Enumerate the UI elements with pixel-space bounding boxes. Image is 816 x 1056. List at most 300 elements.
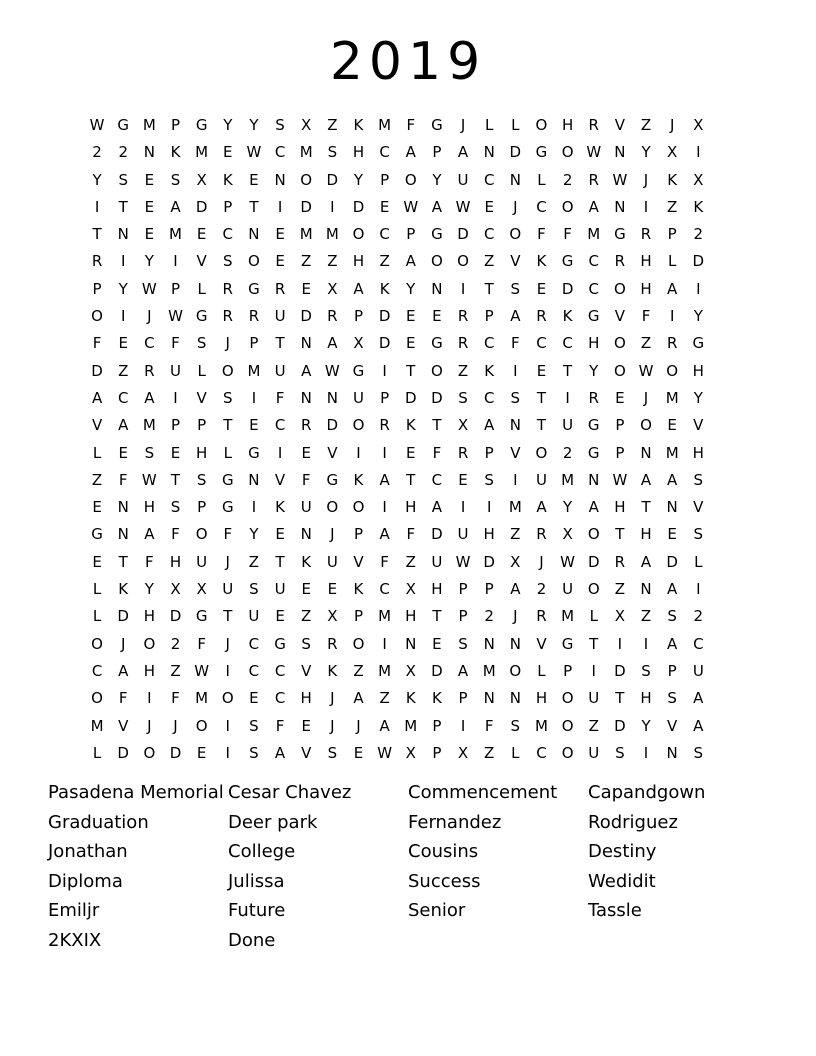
grid-letter[interactable]: K — [301, 552, 312, 571]
grid-letter[interactable]: I — [251, 498, 257, 517]
grid-letter[interactable]: E — [615, 388, 625, 407]
grid-letter[interactable]: I — [669, 307, 675, 326]
grid-letter[interactable]: P — [432, 143, 442, 162]
grid-letter[interactable]: E — [536, 279, 547, 298]
grid-letter[interactable]: F — [301, 470, 311, 489]
grid-letter[interactable]: M — [665, 388, 679, 407]
grid-letter[interactable]: U — [222, 580, 234, 599]
grid-letter[interactable]: R — [274, 279, 286, 298]
grid-letter[interactable]: M — [482, 661, 496, 680]
grid-letter[interactable]: G — [587, 443, 600, 462]
grid-letter[interactable]: C — [588, 279, 599, 298]
grid-letter[interactable]: E — [275, 225, 285, 244]
grid-letter[interactable]: A — [484, 416, 495, 435]
grid-letter[interactable]: U — [588, 743, 600, 762]
grid-letter[interactable]: O — [640, 416, 652, 435]
grid-letter[interactable]: A — [640, 552, 652, 571]
grid-letter[interactable]: U — [457, 525, 469, 544]
grid-letter[interactable]: Z — [667, 197, 678, 216]
grid-letter[interactable]: E — [301, 580, 311, 599]
grid-letter[interactable]: T — [223, 416, 233, 435]
grid-letter[interactable]: G — [221, 498, 234, 517]
grid-letter[interactable]: L — [485, 116, 494, 134]
grid-letter[interactable]: S — [615, 743, 625, 762]
grid-letter[interactable]: G — [431, 334, 443, 353]
grid-letter[interactable]: 2 — [562, 170, 573, 189]
grid-letter[interactable]: M — [534, 716, 548, 735]
grid-letter[interactable]: M — [561, 607, 575, 626]
grid-letter[interactable]: V — [510, 252, 521, 271]
grid-letter[interactable]: O — [613, 334, 626, 353]
grid-letter[interactable]: X — [327, 607, 338, 626]
grid-letter[interactable]: O — [352, 416, 365, 435]
grid-letter[interactable]: V — [118, 716, 129, 735]
grid-letter[interactable]: D — [692, 252, 705, 271]
grid-letter[interactable]: O — [613, 279, 626, 298]
grid-letter[interactable]: T — [223, 607, 233, 626]
grid-letter[interactable]: G — [561, 634, 574, 653]
grid-letter[interactable]: N — [666, 743, 678, 762]
grid-letter[interactable]: 2 — [693, 607, 704, 626]
grid-letter[interactable]: R — [536, 607, 547, 626]
grid-letter[interactable]: P — [667, 225, 677, 244]
grid-letter[interactable]: F — [380, 552, 389, 571]
grid-letter[interactable]: O — [352, 498, 365, 517]
grid-letter[interactable]: O — [91, 307, 103, 326]
grid-letter[interactable]: S — [641, 661, 651, 680]
grid-letter[interactable]: N — [117, 525, 129, 544]
grid-letter[interactable]: M — [142, 116, 156, 134]
grid-letter[interactable]: I — [173, 388, 178, 407]
grid-letter[interactable]: E — [484, 197, 494, 216]
grid-letter[interactable]: K — [484, 361, 495, 380]
grid-letter[interactable]: R — [536, 307, 547, 326]
grid-letter[interactable]: M — [299, 143, 313, 162]
grid-letter[interactable]: J — [330, 525, 335, 544]
grid-letter[interactable]: T — [118, 197, 128, 216]
grid-letter[interactable]: X — [405, 743, 416, 762]
grid-letter[interactable]: Z — [457, 361, 469, 380]
grid-letter[interactable]: J — [225, 334, 230, 353]
grid-letter[interactable]: H — [561, 116, 574, 134]
grid-letter[interactable]: F — [197, 634, 206, 653]
grid-letter[interactable]: O — [195, 716, 208, 735]
grid-letter[interactable]: A — [667, 580, 678, 599]
grid-letter[interactable]: W — [455, 197, 471, 216]
grid-letter[interactable]: I — [382, 634, 387, 653]
grid-letter[interactable]: W — [141, 279, 157, 298]
grid-letter[interactable]: T — [615, 689, 625, 708]
grid-letter[interactable]: E — [432, 634, 442, 653]
grid-letter[interactable]: D — [431, 525, 443, 544]
grid-letter[interactable]: M — [378, 116, 392, 134]
grid-letter[interactable]: A — [457, 661, 469, 680]
grid-letter[interactable]: P — [432, 743, 442, 762]
grid-letter[interactable]: C — [222, 225, 234, 244]
grid-letter[interactable]: T — [118, 552, 128, 571]
grid-letter[interactable]: I — [696, 143, 701, 162]
grid-letter[interactable]: X — [405, 661, 416, 680]
grid-letter[interactable]: F — [171, 334, 180, 353]
grid-letter[interactable]: E — [92, 552, 102, 571]
grid-letter[interactable]: V — [196, 388, 207, 407]
grid-letter[interactable]: C — [274, 416, 286, 435]
grid-letter[interactable]: Z — [248, 552, 260, 571]
grid-letter[interactable]: Z — [640, 607, 652, 626]
grid-letter[interactable]: R — [144, 361, 155, 380]
grid-letter[interactable]: A — [379, 470, 390, 489]
grid-letter[interactable]: H — [640, 525, 652, 544]
grid-letter[interactable]: Y — [693, 388, 703, 407]
grid-letter[interactable]: C — [274, 143, 286, 162]
grid-letter[interactable]: S — [170, 170, 181, 189]
grid-letter[interactable]: M — [247, 361, 261, 380]
grid-letter[interactable]: N — [588, 470, 600, 489]
grid-letter[interactable]: D — [404, 388, 417, 407]
grid-letter[interactable]: U — [274, 307, 286, 326]
grid-letter[interactable]: G — [248, 279, 260, 298]
grid-letter[interactable]: M — [587, 225, 601, 244]
grid-letter[interactable]: A — [118, 416, 129, 435]
grid-letter[interactable]: D — [117, 743, 129, 762]
grid-letter[interactable]: M — [142, 416, 156, 435]
grid-letter[interactable]: W — [638, 361, 654, 380]
grid-letter[interactable]: S — [458, 388, 468, 407]
grid-letter[interactable]: S — [170, 498, 181, 517]
grid-letter[interactable]: N — [431, 279, 443, 298]
grid-letter[interactable]: C — [144, 334, 155, 353]
grid-letter[interactable]: O — [404, 170, 417, 189]
grid-letter[interactable]: V — [301, 661, 312, 680]
grid-letter[interactable]: X — [405, 580, 416, 599]
grid-letter[interactable]: W — [89, 116, 105, 134]
grid-letter[interactable]: S — [327, 143, 338, 162]
grid-letter[interactable]: L — [92, 580, 102, 599]
grid-letter[interactable]: F — [171, 525, 180, 544]
grid-letter[interactable]: I — [513, 470, 518, 489]
grid-letter[interactable]: M — [195, 143, 209, 162]
grid-letter[interactable]: U — [274, 361, 286, 380]
grid-letter[interactable]: E — [458, 470, 468, 489]
grid-letter[interactable]: A — [118, 661, 129, 680]
grid-letter[interactable]: L — [667, 252, 677, 271]
grid-letter[interactable]: C — [274, 689, 286, 708]
grid-letter[interactable]: W — [377, 743, 393, 762]
grid-letter[interactable]: H — [143, 498, 155, 517]
grid-letter[interactable]: L — [537, 661, 546, 680]
grid-letter[interactable]: O — [587, 525, 600, 544]
grid-letter[interactable]: Y — [432, 170, 442, 189]
grid-letter[interactable]: F — [511, 334, 520, 353]
grid-letter[interactable]: 2 — [484, 607, 494, 626]
grid-letter[interactable]: E — [144, 197, 155, 216]
grid-letter[interactable]: G — [587, 307, 600, 326]
grid-letter[interactable]: S — [510, 388, 521, 407]
grid-letter[interactable]: A — [693, 716, 704, 735]
grid-letter[interactable]: G — [91, 525, 103, 544]
grid-letter[interactable]: A — [379, 525, 390, 544]
grid-letter[interactable]: E — [118, 443, 128, 462]
grid-letter[interactable]: T — [641, 498, 651, 517]
grid-letter[interactable]: N — [405, 634, 417, 653]
grid-letter[interactable]: P — [380, 388, 390, 407]
grid-letter[interactable]: L — [197, 361, 206, 380]
grid-letter[interactable]: E — [196, 225, 207, 244]
grid-letter[interactable]: C — [536, 197, 547, 216]
grid-letter[interactable]: A — [431, 197, 443, 216]
grid-letter[interactable]: A — [353, 689, 364, 708]
grid-letter[interactable]: Y — [144, 580, 154, 599]
grid-letter[interactable]: G — [195, 307, 208, 326]
grid-letter[interactable]: K — [562, 307, 573, 326]
grid-letter[interactable]: J — [225, 634, 230, 653]
grid-letter[interactable]: F — [484, 716, 494, 735]
grid-letter[interactable]: E — [667, 416, 677, 435]
grid-letter[interactable]: S — [667, 689, 677, 708]
grid-letter[interactable]: D — [195, 197, 208, 216]
grid-letter[interactable]: V — [91, 416, 103, 435]
grid-letter[interactable]: S — [484, 470, 494, 489]
grid-letter[interactable]: I — [643, 634, 649, 653]
grid-letter[interactable]: C — [483, 388, 495, 407]
grid-letter[interactable]: E — [406, 307, 416, 326]
grid-letter[interactable]: G — [352, 361, 365, 380]
grid-letter[interactable]: O — [561, 197, 574, 216]
grid-letter[interactable]: T — [275, 552, 285, 571]
grid-letter[interactable]: Y — [693, 307, 703, 326]
grid-letter[interactable]: I — [147, 689, 152, 708]
grid-letter[interactable]: V — [510, 443, 521, 462]
grid-letter[interactable]: H — [405, 607, 417, 626]
grid-letter[interactable]: O — [91, 689, 103, 708]
grid-letter[interactable]: A — [510, 580, 521, 599]
grid-letter[interactable]: C — [248, 661, 260, 680]
grid-letter[interactable]: H — [614, 498, 626, 517]
grid-letter[interactable]: I — [225, 716, 230, 735]
grid-letter[interactable]: C — [536, 743, 547, 762]
grid-letter[interactable]: Z — [588, 716, 599, 735]
grid-letter[interactable]: E — [249, 689, 259, 708]
grid-letter[interactable]: X — [327, 279, 338, 298]
grid-letter[interactable]: 2 — [92, 143, 102, 162]
grid-letter[interactable]: X — [170, 580, 181, 599]
grid-letter[interactable]: G — [195, 607, 208, 626]
grid-letter[interactable]: L — [197, 279, 206, 298]
grid-letter[interactable]: N — [483, 143, 495, 162]
grid-letter[interactable]: P — [92, 279, 102, 298]
grid-letter[interactable]: K — [170, 143, 181, 162]
grid-letter[interactable]: R — [588, 388, 599, 407]
grid-letter[interactable]: W — [246, 143, 262, 162]
grid-letter[interactable]: I — [277, 197, 283, 216]
grid-letter[interactable]: I — [173, 252, 178, 271]
grid-letter[interactable]: M — [299, 225, 313, 244]
grid-letter[interactable]: U — [274, 580, 286, 599]
grid-letter[interactable]: E — [379, 197, 390, 216]
grid-letter[interactable]: F — [275, 388, 285, 407]
grid-letter[interactable]: Y — [92, 170, 102, 189]
grid-letter[interactable]: A — [431, 498, 443, 517]
grid-letter[interactable]: I — [513, 361, 518, 380]
grid-letter[interactable]: J — [669, 116, 675, 134]
grid-letter[interactable]: H — [405, 498, 417, 517]
grid-letter[interactable]: V — [301, 743, 312, 762]
grid-letter[interactable]: 2 — [562, 443, 573, 462]
grid-letter[interactable]: D — [91, 361, 103, 380]
grid-letter[interactable]: E — [327, 580, 338, 599]
grid-letter[interactable]: R — [588, 170, 599, 189]
grid-letter[interactable]: A — [405, 143, 416, 162]
grid-letter[interactable]: A — [588, 498, 599, 517]
grid-letter[interactable]: C — [431, 470, 443, 489]
grid-letter[interactable]: S — [458, 634, 468, 653]
grid-letter[interactable]: L — [511, 743, 520, 762]
grid-letter[interactable]: G — [692, 334, 705, 353]
grid-letter[interactable]: J — [643, 388, 649, 407]
grid-letter[interactable]: Z — [640, 334, 652, 353]
grid-letter[interactable]: N — [117, 225, 129, 244]
grid-letter[interactable]: H — [640, 689, 652, 708]
grid-letter[interactable]: E — [196, 743, 207, 762]
grid-letter[interactable]: X — [614, 607, 626, 626]
grid-letter[interactable]: N — [117, 498, 129, 517]
grid-letter[interactable]: H — [692, 361, 704, 380]
grid-letter[interactable]: N — [640, 443, 652, 462]
grid-letter[interactable]: O — [91, 634, 103, 653]
grid-letter[interactable]: X — [510, 552, 521, 571]
grid-letter[interactable]: H — [352, 252, 365, 271]
grid-letter[interactable]: K — [405, 689, 416, 708]
grid-letter[interactable]: F — [118, 689, 128, 708]
grid-letter[interactable]: F — [432, 443, 442, 462]
grid-letter[interactable]: H — [143, 607, 155, 626]
grid-letter[interactable]: E — [406, 334, 416, 353]
grid-letter[interactable]: F — [563, 225, 572, 244]
grid-letter[interactable]: D — [614, 716, 626, 735]
grid-letter[interactable]: J — [147, 307, 152, 326]
grid-letter[interactable]: U — [248, 607, 260, 626]
grid-letter[interactable]: U — [352, 388, 364, 407]
grid-letter[interactable]: U — [431, 552, 443, 571]
grid-letter[interactable]: A — [405, 252, 416, 271]
grid-letter[interactable]: J — [539, 552, 544, 571]
grid-letter[interactable]: X — [693, 170, 704, 189]
grid-letter[interactable]: O — [587, 580, 600, 599]
grid-letter[interactable]: N — [509, 634, 521, 653]
grid-letter[interactable]: K — [693, 197, 704, 216]
grid-letter[interactable]: K — [118, 580, 129, 599]
grid-letter[interactable]: A — [274, 743, 286, 762]
grid-letter[interactable]: V — [353, 552, 364, 571]
grid-letter[interactable]: R — [536, 525, 547, 544]
grid-letter[interactable]: P — [432, 716, 442, 735]
grid-letter[interactable]: E — [118, 334, 128, 353]
grid-letter[interactable]: A — [170, 197, 181, 216]
grid-letter[interactable]: H — [640, 279, 652, 298]
grid-letter[interactable]: A — [536, 498, 547, 517]
grid-letter[interactable]: W — [612, 170, 628, 189]
grid-letter[interactable]: P — [170, 279, 181, 298]
grid-letter[interactable]: Z — [353, 661, 364, 680]
grid-letter[interactable]: P — [353, 525, 363, 544]
grid-letter[interactable]: N — [640, 580, 652, 599]
grid-letter[interactable]: K — [405, 416, 416, 435]
grid-letter[interactable]: M — [195, 689, 209, 708]
grid-letter[interactable]: L — [92, 443, 102, 462]
grid-letter[interactable]: T — [589, 634, 599, 653]
grid-letter[interactable]: U — [326, 552, 338, 571]
grid-letter[interactable]: G — [195, 116, 208, 134]
grid-letter[interactable]: D — [561, 279, 574, 298]
grid-letter[interactable]: D — [169, 743, 182, 762]
grid-letter[interactable]: S — [223, 252, 233, 271]
grid-letter[interactable]: S — [118, 170, 128, 189]
grid-letter[interactable]: A — [640, 470, 652, 489]
grid-letter[interactable]: N — [326, 388, 338, 407]
grid-letter[interactable]: P — [484, 307, 494, 326]
grid-letter[interactable]: I — [94, 197, 100, 216]
grid-letter[interactable]: O — [430, 252, 443, 271]
grid-letter[interactable]: Y — [249, 525, 259, 544]
grid-letter[interactable]: L — [511, 116, 520, 134]
grid-letter[interactable]: Z — [484, 252, 495, 271]
grid-letter[interactable]: V — [693, 498, 704, 517]
grid-letter[interactable]: S — [693, 743, 704, 762]
grid-letter[interactable]: X — [693, 116, 704, 134]
grid-letter[interactable]: F — [145, 552, 154, 571]
grid-letter[interactable]: U — [535, 470, 547, 489]
grid-letter[interactable]: C — [483, 225, 495, 244]
grid-letter[interactable]: U — [170, 361, 181, 380]
grid-letter[interactable]: Y — [641, 716, 651, 735]
grid-letter[interactable]: P — [380, 170, 390, 189]
grid-letter[interactable]: X — [196, 170, 207, 189]
grid-letter[interactable]: G — [431, 116, 443, 134]
grid-letter[interactable]: M — [378, 661, 392, 680]
grid-letter[interactable]: U — [457, 170, 469, 189]
grid-letter[interactable]: O — [248, 252, 260, 271]
grid-letter[interactable]: O — [561, 743, 574, 762]
grid-letter[interactable]: I — [356, 443, 361, 462]
grid-letter[interactable]: C — [248, 634, 260, 653]
grid-letter[interactable]: A — [327, 334, 338, 353]
grid-letter[interactable]: W — [455, 552, 471, 571]
grid-letter[interactable]: J — [147, 716, 152, 735]
grid-letter[interactable]: N — [614, 197, 626, 216]
grid-letter[interactable]: M — [665, 443, 679, 462]
grid-letter[interactable]: C — [483, 170, 495, 189]
grid-letter[interactable]: P — [667, 661, 677, 680]
grid-letter[interactable]: J — [225, 552, 230, 571]
grid-letter[interactable]: P — [170, 416, 181, 435]
grid-letter[interactable]: D — [614, 661, 626, 680]
grid-letter[interactable]: C — [379, 580, 390, 599]
grid-letter[interactable]: M — [169, 225, 182, 244]
grid-letter[interactable]: I — [382, 361, 387, 380]
grid-letter[interactable]: I — [330, 197, 335, 216]
grid-letter[interactable]: M — [378, 607, 392, 626]
grid-letter[interactable]: P — [223, 197, 233, 216]
grid-letter[interactable]: K — [353, 470, 364, 489]
grid-letter[interactable]: N — [300, 525, 312, 544]
grid-letter[interactable]: V — [327, 443, 338, 462]
grid-letter[interactable]: O — [221, 689, 234, 708]
grid-letter[interactable]: A — [91, 388, 103, 407]
grid-letter[interactable]: 2 — [693, 225, 704, 244]
grid-letter[interactable]: G — [535, 143, 548, 162]
grid-letter[interactable]: G — [326, 470, 339, 489]
grid-letter[interactable]: J — [513, 197, 518, 216]
